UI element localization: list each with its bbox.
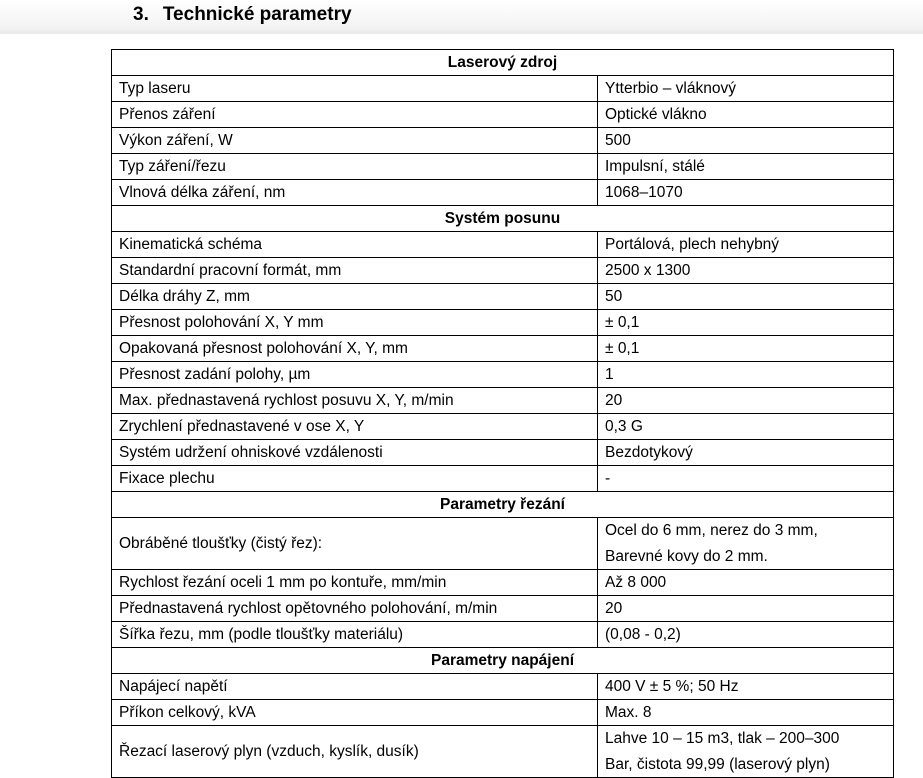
- table-row: [112, 700, 894, 726]
- table-row: [112, 440, 894, 466]
- parameter-value: [598, 154, 894, 180]
- parameter-name: Řezací laserový plyn (vzduch, kyslík, dusík): [112, 726, 598, 778]
- parameter-value-line: Max. 8: [605, 704, 652, 721]
- parameter-name: Příkon celkový, kVA: [112, 700, 598, 726]
- parameter-value-line: -: [605, 470, 611, 487]
- parameter-value: [598, 388, 894, 414]
- parameter-value-line: Optické vlákno: [605, 106, 707, 123]
- table-row: [112, 570, 894, 596]
- parameter-value: [598, 674, 894, 700]
- parameter-name: Délka dráhy Z, mm: [112, 284, 598, 310]
- parameter-value-line: ± 0,1: [605, 314, 640, 331]
- parameter-value: [598, 466, 894, 492]
- table-row: [112, 232, 894, 258]
- parameter-name: Přesnost polohování X, Y mm: [112, 310, 598, 336]
- parameter-value: [598, 596, 894, 622]
- parameter-value-line: Bezdotykový: [605, 444, 693, 461]
- parameter-value-line: 2500 x 1300: [605, 262, 691, 279]
- parameter-value: [598, 76, 894, 102]
- parameter-value: [598, 258, 894, 284]
- table-row: [112, 622, 894, 648]
- parameter-value-line: 0,3 G: [605, 418, 643, 435]
- parameter-value: [598, 414, 894, 440]
- table-row: [112, 414, 894, 440]
- section-title: Technické parametry: [162, 4, 352, 25]
- table-row: [112, 726, 894, 778]
- section-header: Parametry napájení: [112, 648, 894, 674]
- parameter-value: [598, 518, 894, 570]
- parameter-value-line: Impulsní, stálé: [605, 158, 705, 175]
- parameter-name: Napájecí napětí: [112, 674, 598, 700]
- parameter-value: [598, 726, 894, 778]
- parameter-value-line: 400 V ± 5 %; 50 Hz: [605, 678, 739, 695]
- parameter-value-line: 20: [605, 392, 623, 409]
- parameter-value: [598, 622, 894, 648]
- table-row: [112, 76, 894, 102]
- section-number: 3.: [133, 4, 149, 25]
- parameter-name: Přednastavená rychlost opětovného polohování, m/min: [112, 596, 598, 622]
- table-row: [112, 258, 894, 284]
- table-row: [112, 518, 894, 570]
- parameter-value: [598, 310, 894, 336]
- parameter-name: Typ laseru: [112, 76, 598, 102]
- parameter-value: [598, 336, 894, 362]
- parameter-value-line: 1068–1070: [605, 184, 683, 201]
- parameter-value-line: Ocel do 6 mm, nerez do 3 mm,: [605, 522, 818, 539]
- table-row: [112, 128, 894, 154]
- table-row: [112, 102, 894, 128]
- table-row: [112, 466, 894, 492]
- parameter-value: [598, 570, 894, 596]
- table-row: [112, 596, 894, 622]
- parameter-value-line: 500: [605, 132, 631, 149]
- table-row: [112, 336, 894, 362]
- parameter-name: Rychlost řezání oceli 1 mm po kontuře, mm/min: [112, 570, 598, 596]
- table-row: [112, 388, 894, 414]
- parameter-name: Přesnost zadání polohy, µm: [112, 362, 598, 388]
- parameter-value-line: 20: [605, 600, 623, 617]
- parameter-value: [598, 440, 894, 466]
- parameter-value-line: (0,08 - 0,2): [605, 626, 681, 643]
- parameter-value-line: Lahve 10 – 15 m3, tlak – 200–300: [605, 730, 840, 747]
- parameter-value-line: Barevné kovy do 2 mm.: [605, 547, 768, 565]
- table-row: [112, 362, 894, 388]
- parameter-value: [598, 362, 894, 388]
- parameter-value-line: Bar, čistota 99,99 (laserový plyn): [605, 755, 830, 773]
- table-body: [112, 50, 894, 778]
- parameter-value-line: Portálová, plech nehybný: [605, 236, 780, 253]
- parameter-name: Vlnová délka záření, nm: [112, 180, 598, 206]
- parameter-name: Výkon záření, W: [112, 128, 598, 154]
- parameter-value-line: ± 0,1: [605, 340, 640, 357]
- table-row: [112, 180, 894, 206]
- parameter-name: Obráběné tloušťky (čistý řez):: [112, 518, 598, 570]
- parameter-value: [598, 128, 894, 154]
- table-row: [112, 154, 894, 180]
- table-row: [112, 284, 894, 310]
- parameter-value-line: Ytterbio – vláknový: [605, 80, 736, 97]
- parameter-name: Opakovaná přesnost polohování X, Y, mm: [112, 336, 598, 362]
- parameter-name: Šířka řezu, mm (podle tloušťky materiálu): [112, 622, 598, 648]
- parameter-name: Max. přednastavená rychlost posuvu X, Y, m/min: [112, 388, 598, 414]
- section-header-row: [112, 206, 894, 232]
- section-header-row: [112, 50, 894, 76]
- parameter-name: Standardní pracovní formát, mm: [112, 258, 598, 284]
- parameter-name: Zrychlení přednastavené v ose X, Y: [112, 414, 598, 440]
- parameter-value: [598, 232, 894, 258]
- parameter-value: [598, 284, 894, 310]
- section-header: Parametry řezání: [112, 492, 894, 518]
- parameter-value: [598, 102, 894, 128]
- parameter-name: Systém udržení ohniskové vzdálenosti: [112, 440, 598, 466]
- parameter-value-line: 50: [605, 288, 623, 305]
- parameter-name: Přenos záření: [112, 102, 598, 128]
- section-heading: [133, 4, 352, 26]
- section-header: Laserový zdroj: [112, 50, 894, 76]
- table-row: [112, 674, 894, 700]
- parameter-name: Fixace plechu: [112, 466, 598, 492]
- parameter-value-line: Až 8 000: [605, 574, 667, 591]
- section-header: Systém posunu: [112, 206, 894, 232]
- parameter-name: Typ záření/řezu: [112, 154, 598, 180]
- parameter-value-line: 1: [605, 366, 614, 383]
- section-header-row: [112, 492, 894, 518]
- section-header-row: [112, 648, 894, 674]
- parameter-value: [598, 700, 894, 726]
- parameter-name: Kinematická schéma: [112, 232, 598, 258]
- parameter-value: [598, 180, 894, 206]
- technical-parameters-table: [111, 49, 894, 778]
- table-row: [112, 310, 894, 336]
